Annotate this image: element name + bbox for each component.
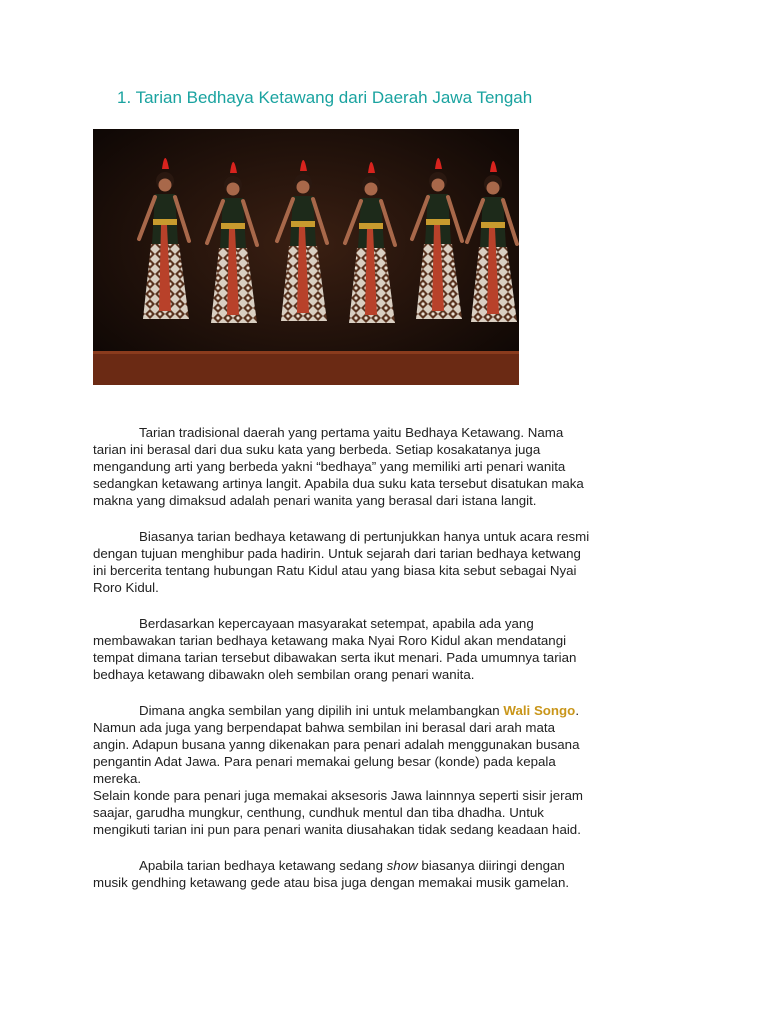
paragraph-5-line: musik gendhing ketawang gede atau bisa juga dengan memakai musik gamelan. xyxy=(93,875,570,890)
paragraph-3 xyxy=(93,615,683,683)
paragraph-2-line: Biasanya tarian bedhaya ketawang di pertunjukkan hanya untuk acara resmi xyxy=(139,529,590,544)
paragraph-2-line: ini bercerita tentang hubungan Ratu Kidul atau yang biasa kita sebut sebagai Nyai xyxy=(93,563,577,578)
paragraph-3-line: bedhaya ketawang dibawakn oleh sembilan orang penari wanita. xyxy=(93,667,475,682)
paragraph-4-line: pengantin Adat Jawa. Para penari memakai gelung besar (konde) pada kepala xyxy=(93,754,556,769)
paragraph-4-line: mengikuti tarian ini pun para penari wanita diusahakan tidak sedang keadaan haid. xyxy=(93,822,581,837)
paragraph-4-line: mereka. xyxy=(93,771,142,786)
bedhaya-dancers-photo xyxy=(93,129,519,385)
paragraph-1-line: mengandung arti yang berbeda yakni “bedhaya” yang memiliki arti penari wanita xyxy=(93,459,566,474)
paragraph-1-line: Tarian tradisional daerah yang pertama yaitu Bedhaya Ketawang. Nama xyxy=(139,425,564,440)
paragraph-3-line: Berdasarkan kepercayaan masyarakat setempat, apabila ada yang xyxy=(139,616,534,631)
paragraph-2-line: Roro Kidul. xyxy=(93,580,159,595)
paragraph-1-line: tarian ini berasal dari dua suku kata yang berbeda. Setiap kosakatanya juga xyxy=(93,442,541,457)
paragraph-1-line: makna yang dimaksud adalah penari wanita yang berasal dari istana langit. xyxy=(93,493,537,508)
wali-songo-highlight: Wali Songo xyxy=(503,703,576,718)
paragraph-4-line: saajar, garudha mungkur, centhung, cundhuk mentul dan tiba dhadha. Untuk xyxy=(93,805,544,820)
section-heading: 1. Tarian Bedhaya Ketawang dari Daerah Jawa Tengah xyxy=(117,88,533,107)
paragraph-4-line: Dimana angka sembilan yang dipilih ini untuk melambangkan xyxy=(139,703,504,718)
article-body xyxy=(93,424,683,910)
paragraph-1-line: sedangkan ketawang artinya langit. Apabila dua suku kata tersebut disatukan maka xyxy=(93,476,584,491)
paragraph-3-line: tempat dimana tarian tersebut dibawakan serta ikut menari. Pada umumnya tarian xyxy=(93,650,577,665)
photo-illustration xyxy=(93,129,519,385)
paragraph-4-line: Selain konde para penari juga memakai aksesoris Jawa lainnnya seperti sisir jeram xyxy=(93,788,584,803)
paragraph-4-line: Namun ada juga yang berpendapat bahwa sembilan ini berasal dari arah mata xyxy=(93,720,555,735)
paragraph-1 xyxy=(93,424,683,509)
show-italic: show xyxy=(386,858,418,873)
paragraph-2 xyxy=(93,528,683,596)
period: . xyxy=(575,703,580,718)
paragraph-2-line: dengan tujuan menghibur pada hadirin. Untuk sejarah dari tarian bedhaya ketwang xyxy=(93,546,581,561)
paragraph-4-line: angin. Adapun busana yanng dikenakan para penari adalah menggunakan busana xyxy=(93,737,580,752)
paragraph-5-line: biasanya diiringi dengan xyxy=(417,858,565,873)
paragraph-3-line: membawakan tarian bedhaya ketawang maka Nyai Roro Kidul akan mendatangi xyxy=(93,633,567,648)
paragraph-4 xyxy=(93,702,683,838)
paragraph-5 xyxy=(93,857,683,891)
paragraph-5-line: Apabila tarian bedhaya ketawang sedang xyxy=(139,858,387,873)
